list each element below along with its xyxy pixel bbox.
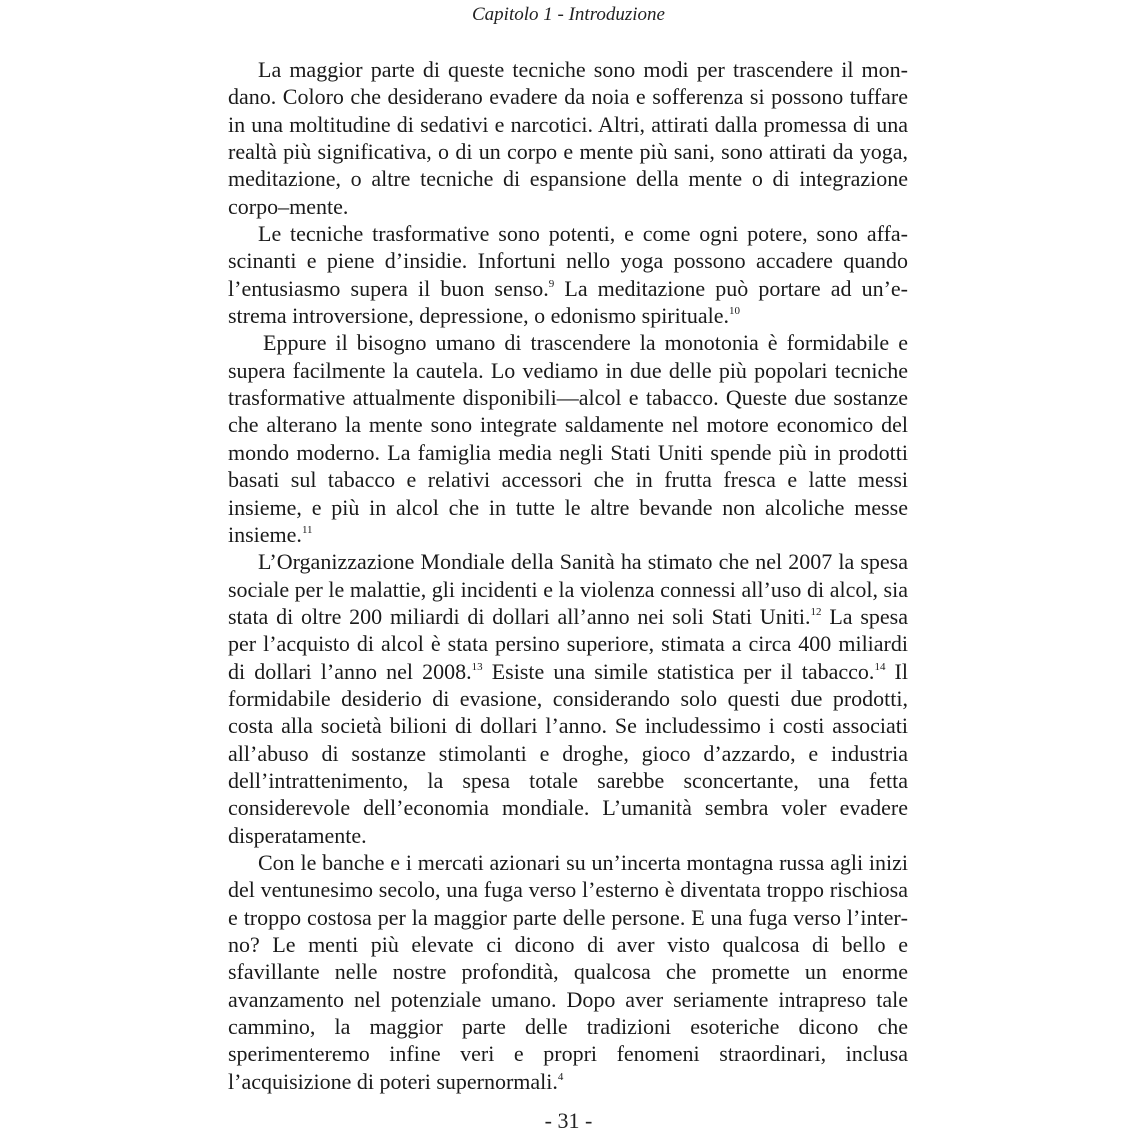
paragraph-4-text-b: La spesa per l’acquisto di alcol è stata persino superiore, stimata a circa 400 miliardi di dollari l’anno nel 2008. <box>228 603 909 684</box>
paragraph-4-text-d: Il formidabile desiderio di evasione, considerando solo questi due prodotti, costa alla società bilioni di dollari l’anno. Se includessimo i costi associati all’abuso di sostanze stimolanti e droghe, gioco d’azzardo, e industria dell’intrattenimento, la spesa totale sarebbe sconcertante, una fetta considerevole dell’economia mondiale. L’umanità sembra voler evadere disperatamente. <box>228 658 908 848</box>
paragraph-3-text-a: Eppure il bisogno umano di trascendere la monotonia è formidabile e supera facilmente la cautela. Lo vediamo in due delle più popolari tecniche trasformative attualmente disponibili—alcol e tabacco. Queste due sostanze che alterano la mente sono integrate saldamente nel motore economico del mondo moderno. La famiglia media negli Stati Uniti spende più in prodotti basati sul tabacco e relativi accessori che in frutta fresca e latte messi insieme, e più in alcol che in tutte le altre bevande non alcoliche messe insieme. <box>228 330 908 547</box>
paragraph-4-text-c: Esiste una simile statistica per il tabacco. <box>482 658 875 684</box>
footnote-ref-12[interactable]: 12 <box>810 605 822 618</box>
paragraph-3 <box>228 329 908 548</box>
paragraph-2-text-b: La meditazione può portare ad un’estrema introversione, depressione, o edonismo spirituale. <box>228 275 908 329</box>
footnote-ref-9[interactable]: 9 <box>548 277 555 290</box>
footnote-ref-13[interactable]: 13 <box>471 660 483 673</box>
paragraph-2-text-a: Le tecniche trasformative sono potenti, e come ogni potere, sono affascinanti e piene d’insidie. Infortuni nello yoga possono accadere quando l’entusiasmo supera il buon senso. <box>228 221 908 301</box>
page-number: - 31 - <box>544 1108 593 1133</box>
paragraph-4 <box>228 548 908 849</box>
footnote-ref-10[interactable]: 10 <box>729 305 740 318</box>
paragraph-5-text-a: Con le banche e i mercati azionari su un’incerta montagna russa agli inizi del ventunesimo secolo, una fuga verso l’esterno è diventata troppo rischiosa e troppo costosa per la maggior parte delle persone. E una fuga verso l’interno? Le menti più elevate ci dicono di aver visto qualcosa di bello e sfavillante nelle nostre profondità, qualcosa che promette un enorme avanzamento nel potenziale umano. Dopo aver seriamente intrapreso tale cammino, la maggior parte delle tradizioni esoteriche dicono che sperimenteremo infine veri e propri fenomeni straordinari, inclusa l’acquisizione di poteri supernormali. <box>228 849 908 1094</box>
paragraph-5 <box>228 849 908 1095</box>
paragraph-2 <box>228 220 908 329</box>
footnote-ref-4[interactable]: 4 <box>557 1070 564 1083</box>
paragraph-1: La maggior parte di queste tecniche sono modi per trascendere il mondano. Coloro che desiderano evadere da noia e sofferenza si possono tuffare in una moltitudine di sedativi e narcotici. Altri, attirati dalla promessa di una realtà più significativa, o di un corpo e mente più sani, sono attirati da yoga, meditazione, o altre tecniche di espansione della mente o di integrazione corpo–mente. <box>228 57 908 219</box>
paragraph-4-text-a: L’Organizzazione Mondiale della Sanità ha stimato che nel 2007 la spesa sociale per le malattie, gli incidenti e la violenza connessi all’uso di alcol, sia stata di oltre 200 miliardi di dollari all’anno nei soli Stati Uniti. <box>228 549 908 629</box>
body-text <box>228 56 908 1095</box>
footnote-ref-14[interactable]: 14 <box>874 660 886 673</box>
running-head: Capitolo 1 - Introduzione <box>472 4 665 25</box>
footnote-ref-11[interactable]: 11 <box>301 523 313 536</box>
